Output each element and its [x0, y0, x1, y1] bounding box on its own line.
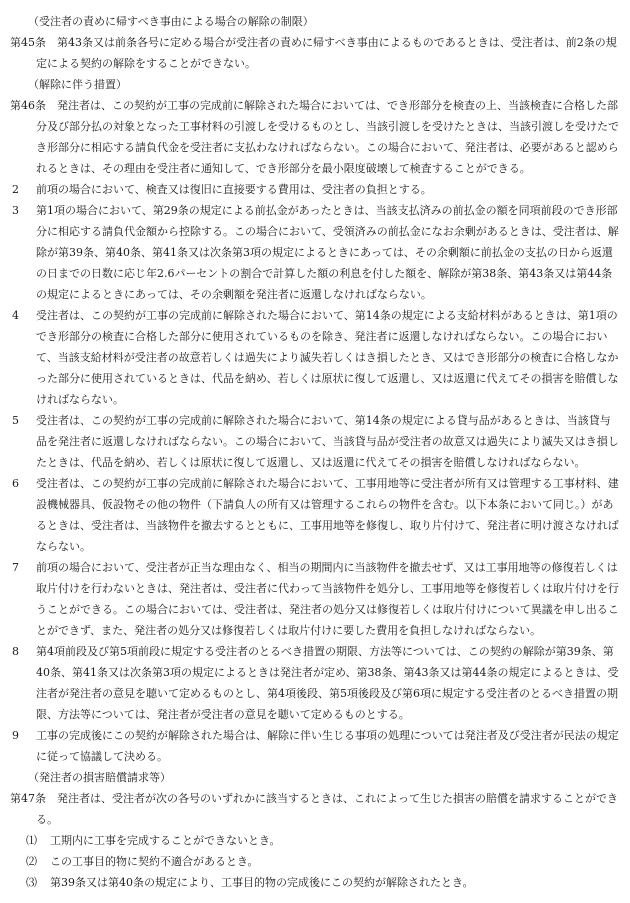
list-item: [10, 851, 620, 872]
item-text: 工期内に工事を完成することができないとき。: [50, 834, 281, 847]
paragraph-text: 前項の場合において、受注者が正当な理由なく、相当の期間内に当該物件を撤去せず、又は工事用地等の修復若しくは取片付けを行わないときは、発注者は、受注者に代わって当該物件を処分し、工事用地等を修復若しくは取片付けを行うことができる。この場合においては、受注者は、発注者の処分又は修復若しくは取片付けについて異議を申し出ることができず、また、発注者の処分又は修復若しくは取片付けに要した費用を負担しなければならない。: [36, 561, 619, 637]
paragraph-number: 3: [12, 204, 19, 217]
paragraph-text: 第4項前段及び第5項前段に規定する受注者のとるべき措置の期限、方法等については、この契約の解除が第39条、第40条、第41条又は次条第3項の規定によるときは発注者が定め、第38条、第43条又は第44条の規定によるときは、受注者が発注者の意見を聴いて定めるものとし、第4項後段、第5項後段及び第6項に規定する受注者のとるべき措置の期限、方法等については、発注者が受注者の意見を聴いて定めるものとする。: [36, 645, 619, 721]
paragraph-text: 前項の場合において、検査又は復旧に直接要する費用は、受注者の負担とする。: [36, 183, 432, 196]
article-46: [10, 74, 620, 767]
paragraph: [10, 179, 620, 200]
item-text: 第39条又は第40条の規定により、工事目的物の完成後にこの契約が解除されたとき。: [50, 876, 474, 889]
article-number: 第46条: [10, 99, 46, 112]
paragraph-text: 工事の完成後にこの契約が解除された場合は、解除に伴い生じる事項の処理については発注者及び受注者が民法の規定に従って協議して決める。: [36, 729, 619, 763]
paragraph-number: 2: [12, 183, 19, 196]
paragraph: [10, 473, 620, 557]
article-body: [10, 788, 620, 830]
paragraph-number: 8: [12, 645, 19, 658]
paragraph-text: 受注者は、この契約が工事の完成前に解除された場合において、第14条の規定による支給材料があるときは、第1項のでき形部分の検査に合格した部分に使用されているものを除き、発注者に返還しなければならない。この場合において、当該支給材料が受注者の故意若しくは過失により滅失若しくはき損したとき、又はでき形部分の検査に合格しなかった部分に使用されているときは、代品を納め、若しくは原状に復して返還し、又は返還に代えてその損害を賠償しなければならない。: [36, 309, 619, 406]
paragraph-text: 受注者は、この契約が工事の完成前に解除された場合において、工事用地等に受注者が所有又は管理する工事材料、建設機械器具、仮設物その他の物件（下請負人の所有又は管理するこれらの物件を含む。以下本条において同じ。）があるときは、受注者は、当該物件を撤去するとともに、工事用地等を修復し、取り片付けて、発注者に明け渡さなければならない。: [36, 477, 619, 553]
article-text: 第43条又は前条各号に定める場合が受注者の責めに帰すべき事由によるものであるときは、受注者は、前2条の規定による契約の解除をすることができない。: [36, 36, 617, 70]
paragraph: [10, 557, 620, 641]
article-number: 第47条: [10, 792, 46, 805]
item-number: ⑶: [26, 876, 37, 889]
list-item: [10, 872, 620, 893]
article-text: 発注者は、この契約が工事の完成前に解除された場合においては、でき形部分を検査の上、当該検査に合格した部分及び部分払の対象となった工事材料の引渡しを受けるものとし、当該引渡しを受けたときは、当該引渡しを受けたでき形部分に相応する請負代金を受注者に支払わなければならない。この場合において、発注者は、必要があると認められるときは、その理由を受注者に通知して、でき形部分を最小限度破壊して検査することができる。: [36, 99, 619, 175]
item-number: ⑵: [26, 855, 37, 868]
article-number: 第45条: [10, 36, 46, 49]
article-caption: （受注者の責めに帰すべき事由による場合の解除の制限）: [28, 15, 314, 28]
paragraph-text: 受注者は、この契約が工事の完成前に解除された場合において、第14条の規定による貸与品があるときは、当該貸与品を発注者に返還しなければならない。この場合において、当該貸与品が受注者の故意又は過失により滅失又はき損したときは、代品を納め、若しくは原状に復して返還し、又は返還に代えてその損害を賠償しなければならない。: [36, 414, 619, 469]
article-body: [10, 32, 620, 74]
paragraph: [10, 200, 620, 305]
item-number: ⑴: [26, 834, 37, 847]
paragraph: [10, 725, 620, 767]
paragraph-number: 4: [12, 309, 19, 322]
paragraph: [10, 641, 620, 725]
list-item: [10, 830, 620, 851]
paragraph: [10, 305, 620, 410]
paragraph-text: 第1項の場合において、第29条の規定による前払金があったときは、当該支払済みの前払金の額を同項前段のでき形部分に相応する請負代金額から控除する。この場合において、受領済みの前払金になお余剰があるときは、受注者は、解除が第39条、第40条、第41条又は次条第3項の規定によるときにあっては、その余剰額に前払金の支払の日から返還の日までの日数に応じ年2.6パーセントの割合で計算した額の利息を付した額を、解除が第38条、第43条又は第44条の規定によるときにあっては、その余剰額を発注者に返還しなければならない。: [36, 204, 619, 301]
paragraph: [10, 410, 620, 473]
paragraph-number: 5: [12, 414, 19, 427]
paragraph-number: 9: [12, 729, 19, 742]
item-text: この工事目的物に契約不適合があるとき。: [50, 855, 259, 868]
article-47: [10, 767, 620, 893]
article-text: 発注者は、受注者が次の各号のいずれかに該当するときは、これによって生じた損害の賠償を請求することができる。: [36, 792, 618, 826]
article-caption: （解除に伴う措置）: [28, 78, 127, 91]
paragraph-number: 6: [12, 477, 19, 490]
article-body: [10, 95, 620, 179]
article-45: [10, 11, 620, 74]
paragraph-number: 7: [12, 561, 19, 574]
article-caption: （発注者の損害賠償請求等）: [28, 771, 171, 784]
